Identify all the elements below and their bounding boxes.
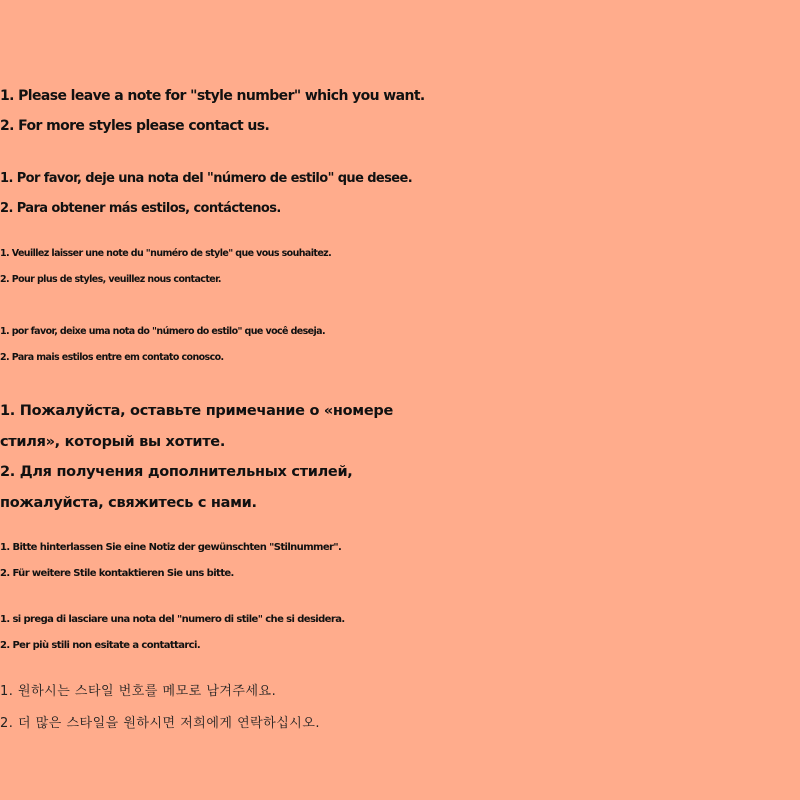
instruction-line-2: 2. 더 많은 스타일을 원하시면 저희에게 연락하십시오. — [0, 716, 321, 731]
instructions-portuguese — [0, 319, 800, 371]
instructions-korean — [0, 676, 800, 740]
instruction-line-1: 1. Bitte hinterlassen Sie eine Notiz der gewünschten "Stilnummer". — [0, 542, 342, 553]
instructions-russian — [0, 396, 800, 518]
instructions-spanish — [0, 164, 800, 224]
instruction-line-1b: стиля», который вы хотите. — [0, 433, 226, 450]
instruction-line-2: 2. Per più stili non esitate a contattarci. — [0, 640, 201, 651]
instructions-french — [0, 241, 800, 293]
instruction-line-2: 2. For more styles please contact us. — [0, 118, 270, 134]
instruction-line-1a: 1. Пожалуйста, оставьте примечание о «номере — [0, 403, 394, 419]
instruction-line-2: 2. Für weitere Stile kontaktieren Sie uns bitte. — [0, 568, 234, 579]
instructions-german — [0, 535, 800, 587]
instruction-line-1: 1. Por favor, deje una nota del "número de estilo" que desee. — [0, 171, 413, 186]
instruction-line-1: 1. si prega di lasciare una nota del "numero di stile" che si desidera. — [0, 614, 345, 625]
instructions-english — [0, 81, 800, 141]
instruction-line-1: 1. Veuillez laisser une note du "numéro de style" que vous souhaitez. — [0, 248, 332, 259]
instruction-line-1: 1. 원하시는 스타일 번호를 메모로 남겨주세요. — [0, 684, 277, 699]
instructions-italian — [0, 607, 800, 659]
instruction-line-2: 2. Pour plus de styles, veuillez nous contacter. — [0, 274, 221, 285]
instruction-line-2b: пожалуйста, свяжитесь с нами. — [0, 494, 257, 511]
instruction-line-1: 1. Please leave a note for "style number" which you want. — [0, 88, 425, 104]
instruction-line-2a: 2. Для получения дополнительных стилей, — [0, 464, 353, 480]
instruction-line-2: 2. Para obtener más estilos, contáctenos. — [0, 201, 281, 216]
instruction-line-2: 2. Para mais estilos entre em contato conosco. — [0, 352, 224, 363]
instruction-line-1: 1. por favor, deixe uma nota do "número do estilo" que você deseja. — [0, 326, 325, 337]
